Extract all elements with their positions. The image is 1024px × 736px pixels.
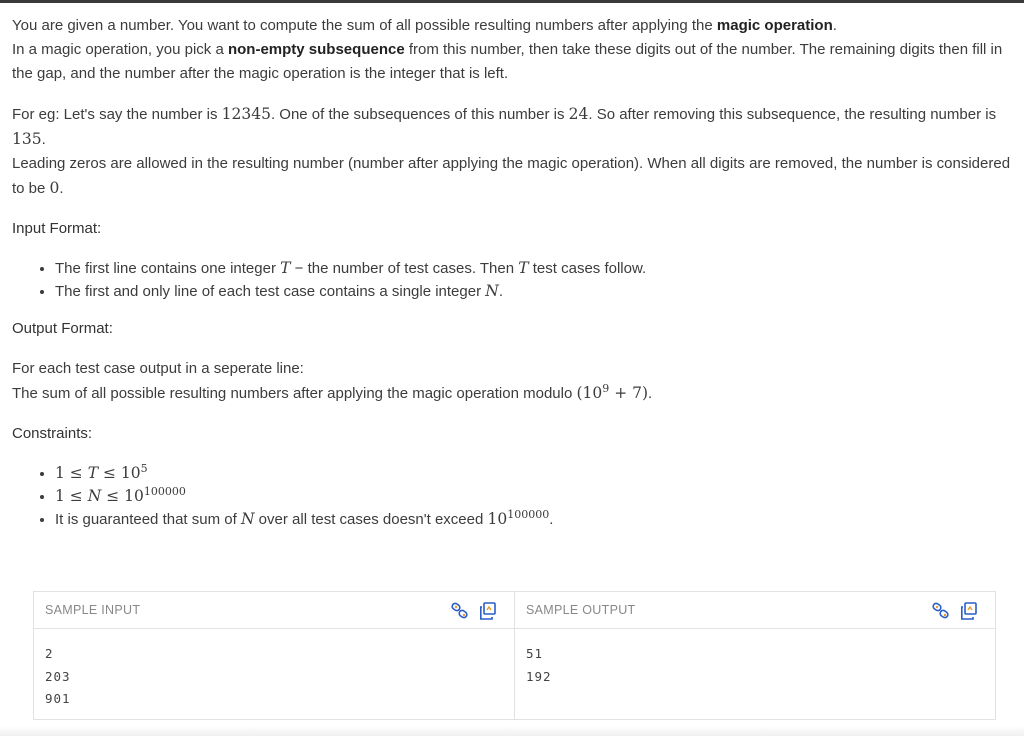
example-result: 135 bbox=[12, 130, 42, 148]
output-line-2: The sum of all possible resulting numbers after applying the magic operation modulo $(10^9 + 7)$. bbox=[12, 382, 653, 402]
sample-input-line: 901 bbox=[45, 691, 71, 706]
list-item: • $1 \le N \le 10^{100000}$ bbox=[55, 485, 1012, 508]
sample-input-title: SAMPLE INPUT bbox=[45, 603, 141, 617]
constraints-heading: Constraints: bbox=[12, 425, 93, 442]
sample-output-title: SAMPLE OUTPUT bbox=[526, 603, 636, 617]
sample-output-line: 51 bbox=[526, 646, 544, 661]
zero-value: 0 bbox=[49, 179, 60, 197]
link-icon[interactable] bbox=[931, 601, 951, 621]
intro-sentence-1: You are given a number. You want to compute the sum of all possible resulting numbers after applying the magic operation. bbox=[12, 17, 837, 34]
list-item: • The first and only line of each test case contains a single integer N. bbox=[55, 280, 1012, 303]
sample-input-header bbox=[34, 592, 514, 629]
problem-statement bbox=[12, 14, 1012, 545]
example-paragraph: For eg: Let's say the number is 12345. One of the subsequences of this number is 24. So after removing this subsequence, the resulting number is 135. bbox=[12, 105, 997, 148]
magic-operation-term: magic operation bbox=[716, 17, 833, 34]
top-border bbox=[0, 0, 1024, 3]
example-subsequence: 24 bbox=[568, 105, 589, 123]
sample-output-line: 192 bbox=[526, 668, 552, 684]
output-format-heading: Output Format: bbox=[12, 320, 113, 337]
link-icon[interactable] bbox=[450, 601, 470, 621]
output-line-1: For each test case output in a seperate line: bbox=[12, 360, 304, 377]
sample-input-content bbox=[34, 629, 514, 711]
leading-zeros-paragraph: Leading zeros are allowed in the resulting number (number after applying the magic operation). When all digits are removed, the number is considered to be 0. bbox=[12, 155, 1011, 197]
list-item: • It is guaranteed that sum of N over all test cases doesn't exceed $10^{100000}$. bbox=[55, 508, 1012, 531]
sample-input-panel bbox=[34, 592, 514, 719]
sample-output-panel bbox=[514, 592, 995, 719]
sample-input-line: 203 bbox=[45, 668, 71, 684]
intro-sentence-2: In a magic operation, you pick a non-empty subsequence from this number, then take these digits out of the number. The remaining digits then fill in the gap, and the number after the magic operation is the integer that is left. bbox=[12, 41, 1003, 82]
list-item: • The first line contains one integer T − the number of test cases. Then T test cases follow. bbox=[55, 257, 1012, 280]
sample-output-header bbox=[515, 592, 995, 629]
constraints-list bbox=[12, 462, 1012, 531]
copy-icon[interactable] bbox=[959, 601, 979, 621]
input-format-list bbox=[12, 257, 1012, 303]
sample-input-line: 2 bbox=[45, 646, 54, 661]
bottom-shade bbox=[0, 726, 1024, 736]
sample-output-content bbox=[515, 629, 995, 688]
sample-io-box bbox=[33, 591, 996, 720]
modulo-expression: $(10^9 + 7)$ bbox=[576, 382, 649, 402]
list-item: • $1 \le T \le 10^5$ bbox=[55, 462, 1012, 485]
example-number: 12345 bbox=[221, 105, 271, 123]
copy-icon[interactable] bbox=[478, 601, 498, 621]
input-format-heading: Input Format: bbox=[12, 220, 102, 237]
subsequence-term: non-empty subsequence bbox=[227, 41, 405, 58]
